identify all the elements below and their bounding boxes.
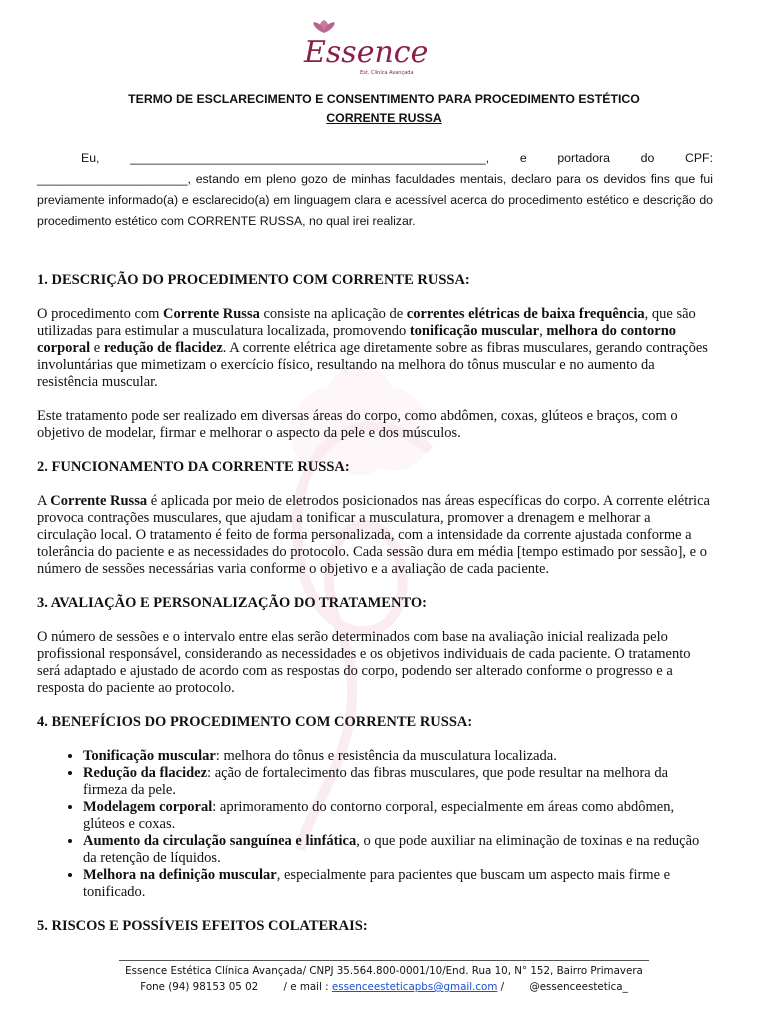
document-body: [37, 272, 713, 935]
intro-word: do: [640, 151, 655, 165]
section-2-heading: 2. FUNCIONAMENTO DA CORRENTE RUSSA:: [37, 459, 350, 475]
intro-word: e: [519, 151, 527, 165]
cpf-blank: ______________________,: [37, 172, 191, 186]
lotus-icon: [313, 20, 334, 33]
list-item: • Aumento da circulação sanguínea e linfática, o que pode auxiliar na eliminação de toxinas e na redução da retenção de líquidos.: [83, 833, 713, 867]
list-item: • Melhora na definição muscular, especialmente para pacientes que buscam um aspecto mais firme e tonificado.: [83, 867, 713, 901]
footer-company-line: Essence Estética Clínica Avançada/ CNPJ 35.564.800-0001/10/End. Rua 10, N° 152, Bairro Primavera: [125, 965, 643, 977]
footer-instagram: @essenceestetica_: [529, 981, 628, 993]
benefits-list: [37, 748, 713, 901]
intro-eu: Eu,: [81, 151, 100, 165]
document-title: TERMO DE ESCLARECIMENTO E CONSENTIMENTO PARA PROCEDIMENTO ESTÉTICO: [128, 92, 640, 106]
section-1-heading: 1. DESCRIÇÃO DO PROCEDIMENTO COM CORRENTE RUSSA:: [37, 272, 470, 288]
section-2-paragraph: A Corrente Russa é aplicada por meio de eletrodos posicionados nas áreas específicas do corpo. A corrente elétrica provoca contrações musculares, que ajudam a tonificar a musculatura, promover a drenagem e melhorar a circulação local. O tratamento é feito de forma personalizada, com a intensidade da corrente ajustada conforme a tolerância do paciente e as necessidades do protocolo. Cada sessão dura em média [tempo estimado por sessão], e o número de sessões necessárias varia conforme o objetivo e a avaliação de cada paciente.: [37, 493, 710, 577]
essence-logo: [290, 18, 470, 78]
intro-cpf-label: CPF:: [684, 151, 713, 165]
section-3-paragraph: O número de sessões e o intervalo entre elas serão determinados com base na avaliação inicial realizada pelo profissional responsável, considerando as necessidades e os objetivos individuais de cada paciente. O tratamento será adaptado e ajustado de acordo com as respostas do corpo, podendo ser alterado conforme o progresso e a resposta do paciente ao protocolo.: [37, 629, 691, 696]
page-footer: [0, 960, 768, 995]
footer-divider: [119, 960, 649, 961]
document-subtitle: CORRENTE RUSSA: [326, 111, 442, 125]
list-item: • Redução da flacidez: ação de fortalecimento das fibras musculares, que pode resultar na melhora da firmeza da pele.: [83, 765, 713, 799]
section-1-paragraph-1: O procedimento com Corrente Russa consiste na aplicação de correntes elétricas de baixa frequência, que são utilizadas para estimular a musculatura localizada, promovendo tonificação muscular, melhora do contorno corporal e redução de flacidez. A corrente elétrica age diretamente sobre as fibras musculares, gerando contrações involuntárias que mimetizam o exercício físico, resultando na melhora do tônus muscular e no aumento da resistência muscular.: [37, 306, 708, 390]
logo-text: Essence: [304, 35, 429, 70]
footer-separator: /: [500, 981, 505, 993]
intro-text: estando em pleno gozo de minhas faculdades mentais, declaro para os devidos fins que fui previamente informado(a) e esclarecido(a) em linguagem clara e acessível acerca do procedimento estético e descrição do procedimento estético com CORRENTE RUSSA, no qual irei realizar.: [37, 172, 713, 228]
section-1-paragraph-2: Este tratamento pode ser realizado em diversas áreas do corpo, como abdômen, coxas, glúteos e braços, com o objetivo de modelar, firmar e melhorar o aspecto da pele e dos músculos.: [37, 408, 678, 441]
section-3-heading: 3. AVALIAÇÃO E PERSONALIZAÇÃO DO TRATAMENTO:: [37, 595, 427, 611]
footer-email-link[interactable]: essenceesteticapbs@gmail.com: [331, 981, 498, 993]
list-item: • Modelagem corporal: aprimoramento do contorno corporal, especialmente em áreas como abdômen, glúteos e coxas.: [83, 799, 713, 833]
section-4-heading: 4. BENEFÍCIOS DO PROCEDIMENTO COM CORRENTE RUSSA:: [37, 714, 473, 730]
footer-phone: Fone (94) 98153 05 02: [140, 981, 259, 993]
name-blank: ____________________________________________________,: [130, 151, 490, 165]
intro-paragraph: [37, 148, 713, 232]
list-item: • Tonificação muscular: melhora do tônus e resistência da musculatura localizada.: [83, 748, 713, 765]
footer-contact-line: [0, 979, 768, 995]
footer-email-label: / e mail :: [283, 981, 329, 993]
logo-subtext: Est. Clínica Avançada: [360, 70, 414, 76]
intro-word: portadora: [557, 151, 610, 165]
section-5-heading: 5. RISCOS E POSSÍVEIS EFEITOS COLATERAIS:: [37, 918, 368, 934]
